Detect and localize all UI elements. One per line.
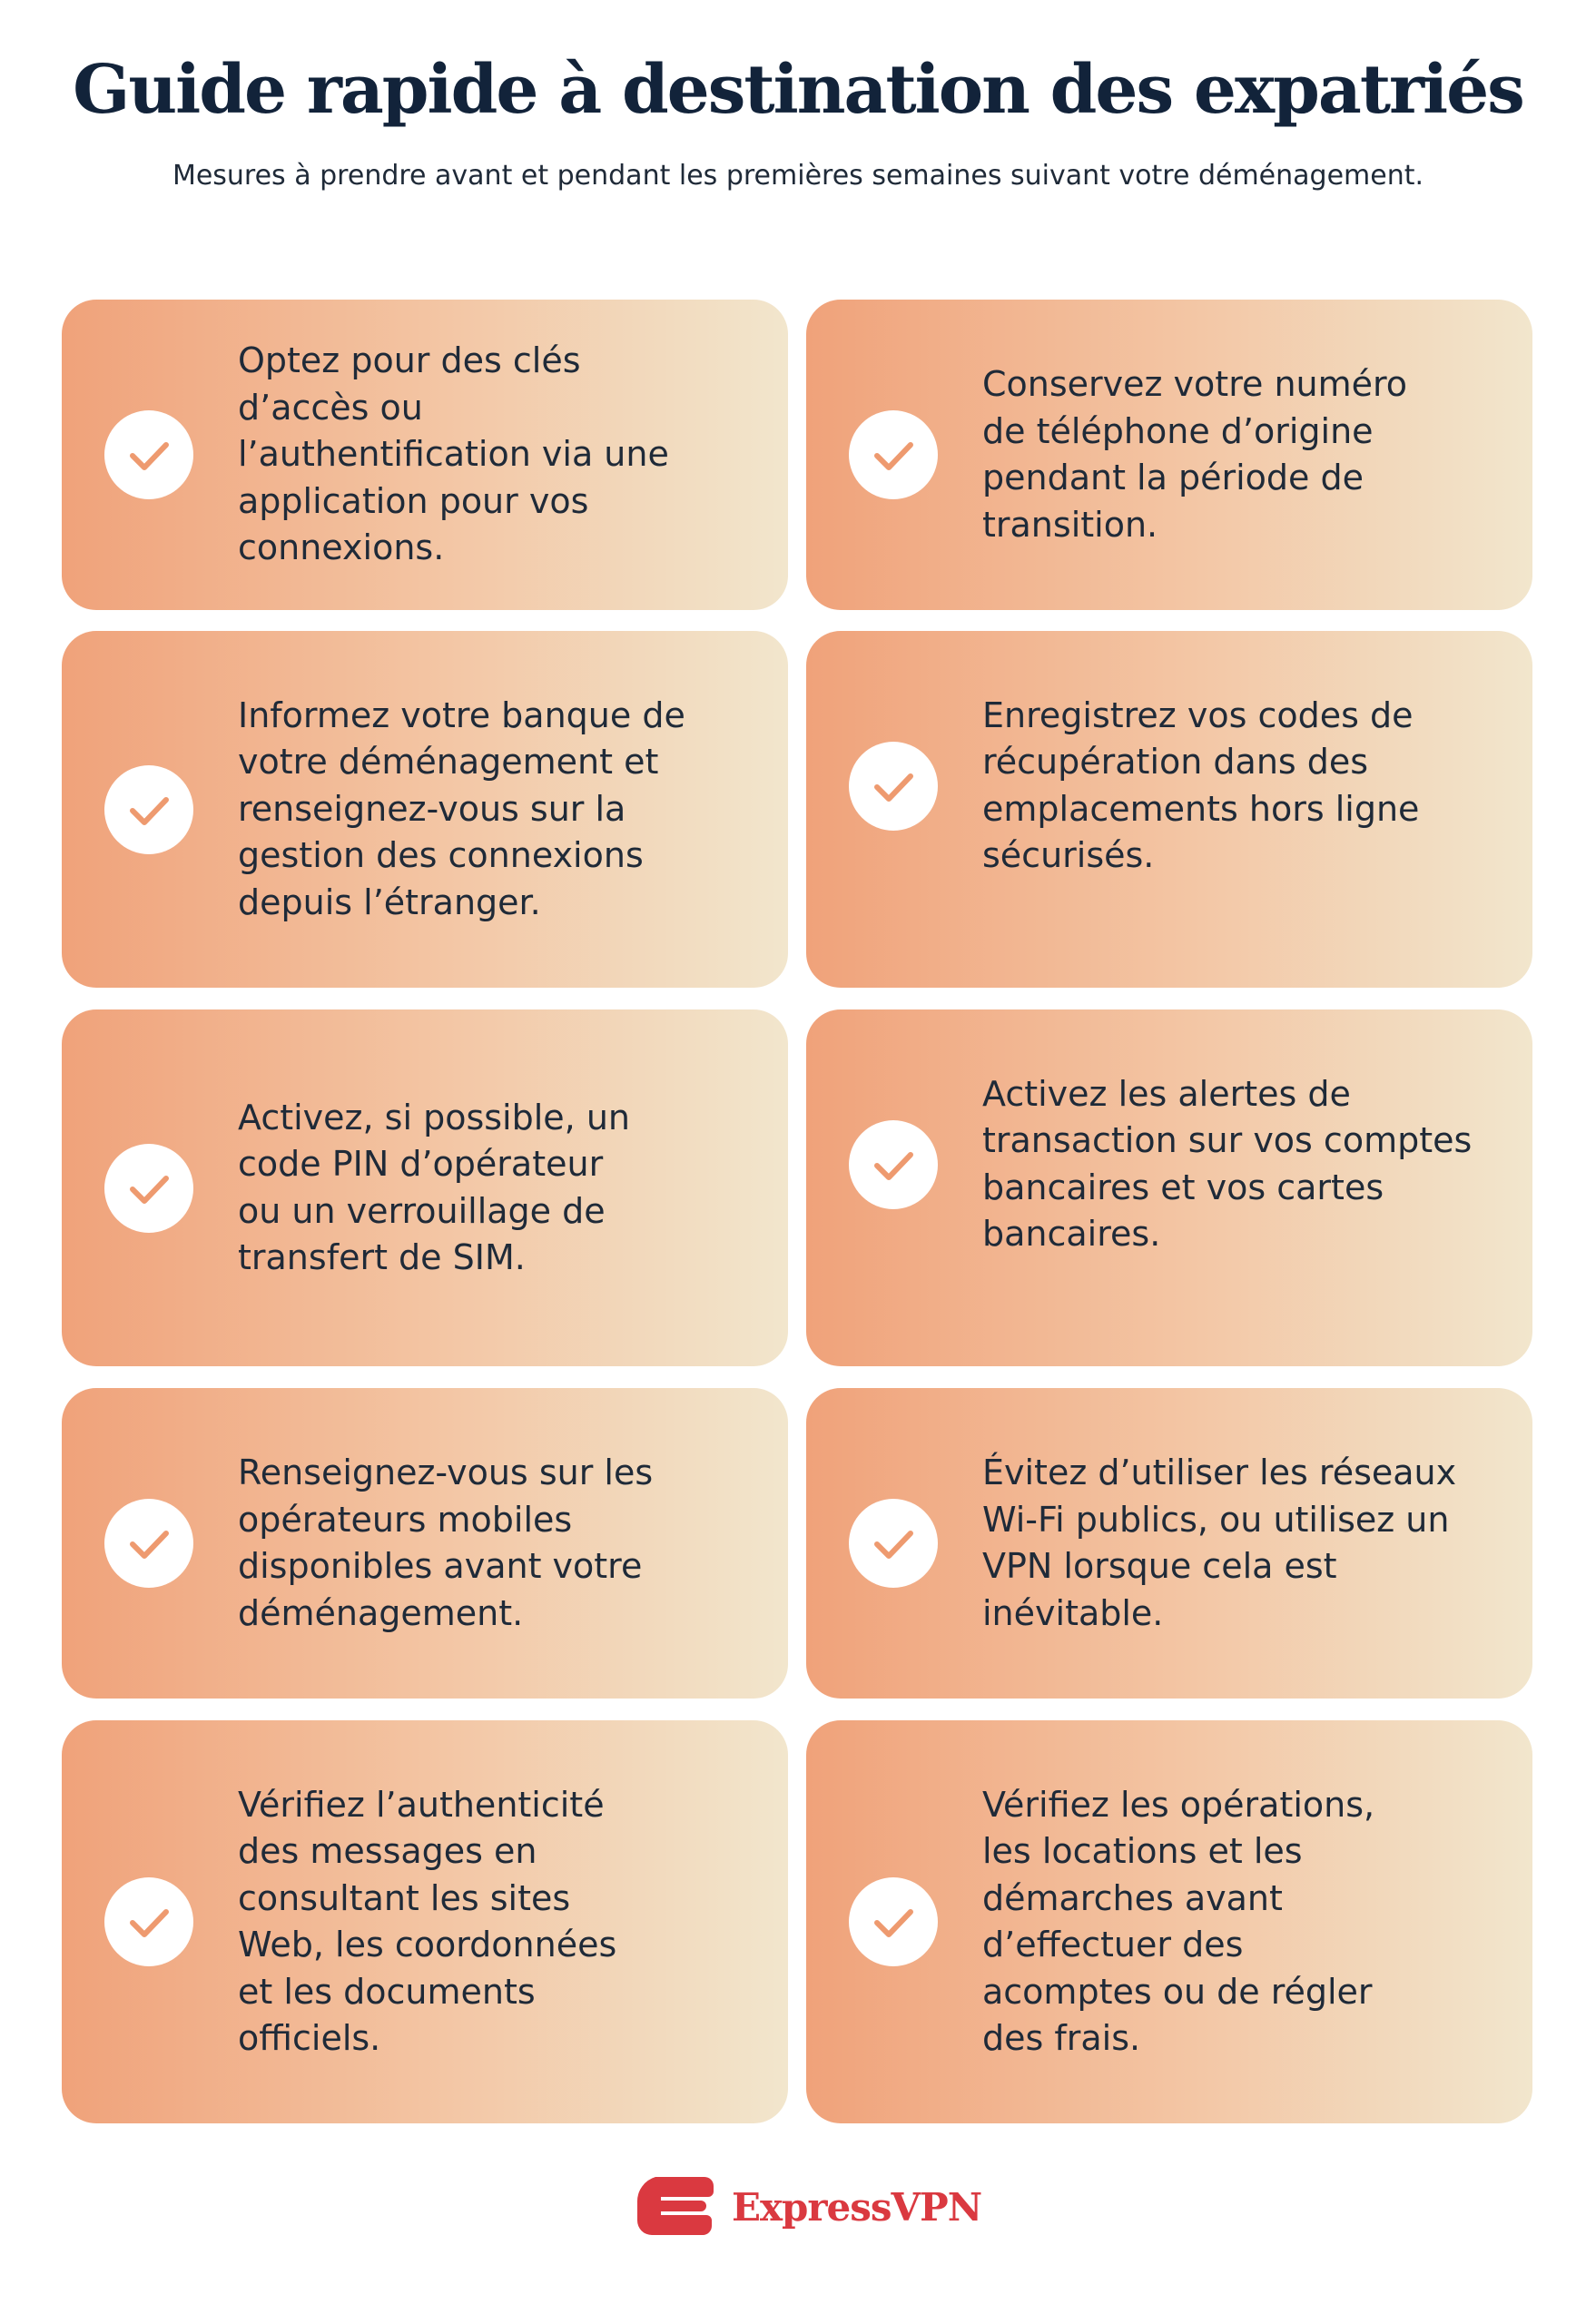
tip-card bbox=[806, 300, 1532, 610]
tip-card bbox=[806, 1388, 1532, 1699]
tip-text: Optez pour des clés d’accès ou l’authentification via une application pour vos connexions. bbox=[238, 340, 669, 568]
tip-card bbox=[62, 300, 788, 610]
page-title: Guide rapide à destination des expatriés bbox=[73, 51, 1523, 129]
tip-card bbox=[806, 1009, 1532, 1366]
tip-card bbox=[62, 1388, 788, 1699]
brand-name: ExpressVPN bbox=[732, 2185, 982, 2230]
check-icon bbox=[849, 1499, 938, 1588]
tip-text: Vérifiez les opérations, les locations et les démarches avant d’effectuer des acomptes ou de régler des frais. bbox=[982, 1784, 1375, 2058]
tip-text: Activez les alertes de transaction sur vos comptes bancaires et vos cartes bancaires. bbox=[982, 1073, 1473, 1254]
expressvpn-logo bbox=[634, 2171, 997, 2244]
page-subtitle: Mesures à prendre avant et pendant les premières semaines suivant votre déménagement. bbox=[172, 160, 1424, 192]
tip-card bbox=[62, 1720, 788, 2123]
tip-card bbox=[806, 631, 1532, 988]
check-icon bbox=[849, 1120, 938, 1209]
check-icon bbox=[104, 1499, 193, 1588]
tip-text: Renseignez-vous sur les opérateurs mobiles disponibles avant votre déménagement. bbox=[238, 1452, 654, 1633]
check-icon bbox=[104, 765, 193, 854]
tip-card bbox=[62, 1009, 788, 1366]
tip-card bbox=[806, 1720, 1532, 2123]
tip-text: Informez votre banque de votre déménagement et renseignez-vous sur la gestion des connexions depuis l’étranger. bbox=[238, 694, 685, 922]
tip-text: Enregistrez vos codes de récupération dans des emplacements hors ligne sécurisés. bbox=[982, 694, 1420, 875]
tip-text: Conservez votre numéro de téléphone d’origine pendant la période de transition. bbox=[982, 364, 1408, 545]
tip-text: Évitez d’utiliser les réseaux Wi-Fi publics, ou utilisez un VPN lorsque cela est inévitable. bbox=[982, 1452, 1457, 1633]
check-icon bbox=[104, 1877, 193, 1966]
tip-text: Vérifiez l’authenticité des messages en consultant les sites Web, les coordonnées et les documents officiels. bbox=[238, 1784, 617, 2058]
check-icon bbox=[849, 410, 938, 499]
check-icon bbox=[849, 742, 938, 831]
check-icon bbox=[849, 1877, 938, 1966]
tip-card bbox=[62, 631, 788, 988]
check-icon bbox=[104, 1144, 193, 1233]
expressvpn-logo-icon bbox=[634, 2175, 714, 2239]
check-icon bbox=[104, 410, 193, 499]
tip-text: Activez, si possible, un code PIN d’opérateur ou un verrouillage de transfert de SIM. bbox=[238, 1097, 630, 1277]
